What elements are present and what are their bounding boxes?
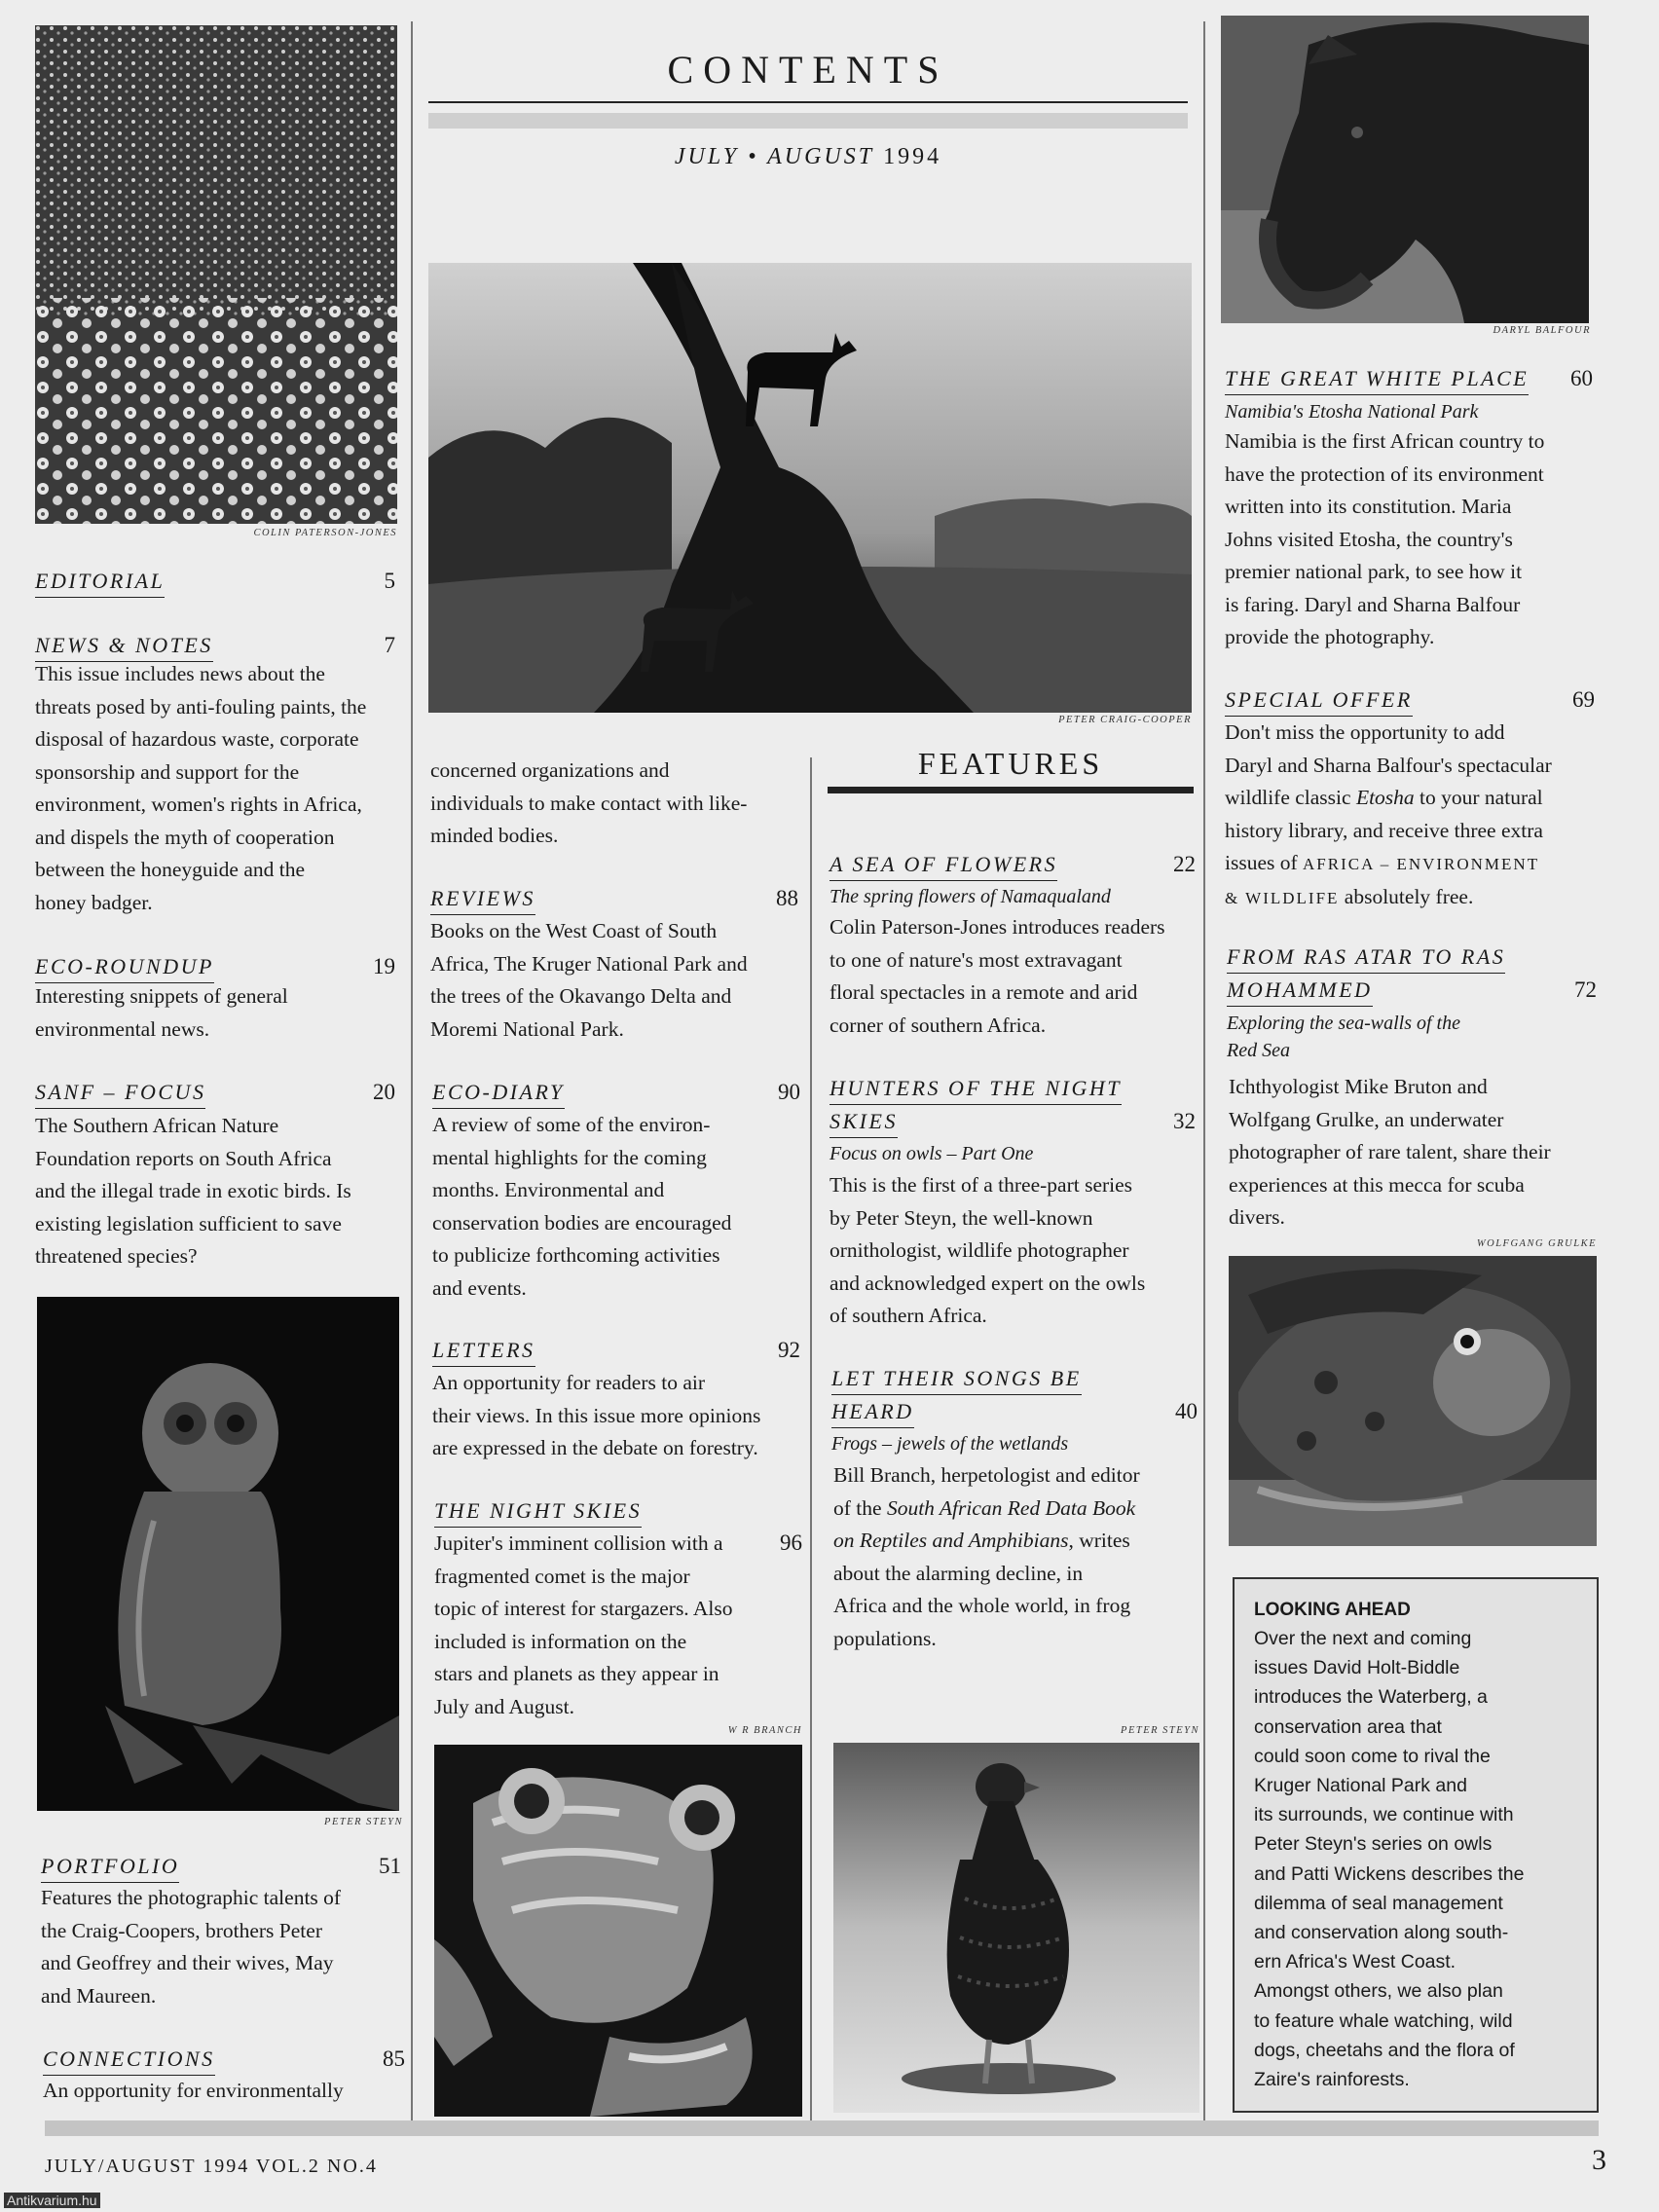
great-white-page: 60: [1570, 366, 1593, 390]
text-line: provide the photography.: [1225, 625, 1435, 648]
text-line: An opportunity for environmentally: [43, 2079, 344, 2102]
column-rule-right: [1203, 21, 1205, 2124]
text-line: and Maureen.: [41, 1983, 157, 2008]
connections-title[interactable]: CONNECTIONS: [43, 2045, 215, 2076]
text-line: Bill Branch, herpetologist and editor: [833, 1463, 1140, 1487]
text-line: to publicize forthcoming activities: [432, 1243, 720, 1267]
sanf-focus-text: [35, 1110, 405, 1273]
text-line: experiences at this mecca for scuba: [1229, 1172, 1525, 1197]
text-line: ornithologist, wildlife photographer: [830, 1238, 1129, 1262]
text-line: introduces the Waterberg, a: [1254, 1686, 1488, 1709]
text-line: floral spectacles in a remote and arid: [830, 980, 1138, 1004]
hunters-text: [830, 1169, 1203, 1333]
text-line: Wolfgang Grulke, an underwater: [1229, 1107, 1504, 1131]
text-line: and acknowledged expert on the owls: [830, 1271, 1146, 1295]
ras-atar-subtitle-line1: Exploring the sea-walls of the: [1227, 1013, 1460, 1034]
text-line: environment, women's rights in Africa,: [35, 793, 362, 816]
francolin-credit: PETER STEYN: [1121, 1725, 1199, 1736]
text-line: to feature whale watching, wild: [1254, 2009, 1513, 2032]
text-line: divers.: [1229, 1205, 1285, 1229]
text-span: issues of: [1225, 851, 1304, 874]
hunters-title-line1[interactable]: HUNTERS OF THE NIGHT: [830, 1074, 1122, 1105]
sea-of-flowers-page: 22: [1173, 852, 1196, 876]
text-line: dogs, cheetahs and the flora of: [1254, 2039, 1515, 2061]
text-line: Over the next and coming: [1254, 1628, 1472, 1649]
text-line: Africa, The Kruger National Park and: [430, 951, 748, 976]
text-line: history library, and receive three extra: [1225, 818, 1543, 842]
text-line: individuals to make contact with like-: [430, 791, 748, 815]
text-line: of southern Africa.: [830, 1304, 987, 1327]
songs-title-line2[interactable]: HEARD: [831, 1397, 914, 1428]
text-line: threatened species?: [35, 1244, 198, 1268]
text-line: about the alarming decline, in: [833, 1561, 1084, 1585]
eco-diary-page: 90: [778, 1080, 800, 1104]
owl-photo: [37, 1297, 399, 1811]
text-line: Interesting snippets of general: [35, 984, 288, 1008]
ras-atar-text: [1229, 1071, 1618, 1235]
issue-date: [428, 144, 1188, 170]
text-line: photographer of rare talent, share their: [1229, 1140, 1551, 1163]
connections-continued: [430, 755, 800, 853]
portfolio-page: 51: [379, 1854, 401, 1878]
features-heading: FEATURES: [917, 746, 1104, 781]
text-line: Ichthyologist Mike Bruton and: [1229, 1075, 1488, 1098]
news-notes-page: 7: [384, 633, 395, 657]
text-line: and dispels the myth of cooperation: [35, 825, 335, 849]
text-line: could soon come to rival the: [1254, 1745, 1491, 1767]
book-title: Etosha: [1355, 786, 1415, 809]
cheetah-credit: PETER CRAIG-COOPER: [1058, 715, 1192, 725]
text-line: between the honeyguide and the: [35, 858, 306, 881]
hunters-title-line2[interactable]: SKIES: [830, 1107, 898, 1138]
great-white-title[interactable]: THE GREAT WHITE PLACE: [1225, 364, 1529, 395]
text-line: sponsorship and support for the: [35, 759, 300, 784]
text-line: conservation bodies are encouraged: [432, 1210, 732, 1235]
text-span: to your natural: [1414, 786, 1543, 809]
issue-months: JULY • AUGUST: [674, 144, 875, 169]
text-line: included is information on the: [434, 1629, 687, 1653]
text-line: minded bodies.: [430, 824, 559, 847]
text-line: Kruger National Park and: [1254, 1775, 1467, 1797]
text-span: wildlife classic: [1225, 786, 1356, 809]
text-line: stars and planets as they appear in: [434, 1662, 719, 1685]
special-offer-page: 69: [1572, 687, 1595, 712]
text-line: written into its constitution. Maria: [1225, 495, 1512, 518]
text-line: and Patti Wickens describes the: [1254, 1862, 1525, 1885]
text-line: populations.: [833, 1626, 937, 1650]
songs-subtitle: Frogs – jewels of the wetlands: [831, 1433, 1069, 1455]
column-rule-mid: [810, 757, 812, 2124]
footer-band: [45, 2120, 1599, 2136]
text-line: This issue includes news about the: [35, 662, 325, 685]
reviews-title[interactable]: REVIEWS: [430, 884, 535, 915]
portfolio-text: [41, 1882, 411, 2012]
eco-roundup-title[interactable]: ECO-ROUNDUP: [35, 952, 214, 983]
text-line: July and August.: [434, 1694, 574, 1718]
book-title: on Reptiles and Amphibians: [833, 1529, 1069, 1552]
text-line: is faring. Daryl and Sharna Balfour: [1225, 592, 1521, 616]
watermark: Antikvarium.hu: [4, 2193, 100, 2208]
text-line: This is the first of a three-part series: [830, 1173, 1133, 1197]
text-line: Jupiter's imminent collision with a: [434, 1531, 723, 1555]
text-line: [1225, 881, 1614, 915]
text-line: environmental news.: [35, 1016, 210, 1041]
fish-photo: [1229, 1256, 1597, 1546]
text-line: disposal of hazardous waste, corporate: [35, 727, 359, 751]
sanf-focus-page: 20: [373, 1080, 395, 1104]
cheetah-photo: [428, 263, 1192, 713]
night-skies-page: 96: [780, 1530, 802, 1555]
looking-ahead-text: [1254, 1624, 1577, 2094]
text-line: existing legislation sufficient to save: [35, 1211, 342, 1235]
text-line: its surrounds, we continue with: [1254, 1804, 1514, 1826]
footer-issue: JULY/AUGUST 1994 VOL.2 NO.4: [45, 2156, 378, 2177]
text-line: concerned organizations and: [430, 758, 670, 782]
news-notes-text: [35, 658, 405, 919]
eco-diary-text: [432, 1109, 807, 1305]
features-rule: [828, 787, 1194, 793]
text-line: Amongst others, we also plan: [1254, 1980, 1503, 2003]
text-line: and events.: [432, 1275, 527, 1300]
portfolio-title[interactable]: PORTFOLIO: [41, 1852, 179, 1883]
text-line: conservation area that: [1254, 1715, 1442, 1738]
text-line: honey badger.: [35, 890, 153, 914]
title-band: [428, 113, 1188, 129]
text-span: of the: [833, 1495, 887, 1520]
night-skies-text: [434, 1528, 804, 1723]
text-line: Don't miss the opportunity to add: [1225, 720, 1505, 744]
great-white-text: [1225, 425, 1614, 654]
text-line: An opportunity for readers to air: [432, 1371, 706, 1394]
text-span: absolutely free.: [1339, 884, 1474, 908]
text-line: A review of some of the environ-: [432, 1113, 711, 1136]
news-notes-title[interactable]: NEWS & NOTES: [35, 631, 213, 662]
elephant-photo: [1221, 16, 1589, 323]
fish-credit: WOLFGANG GRULKE: [1476, 1238, 1597, 1249]
hunters-page: 32: [1173, 1109, 1196, 1133]
text-line: Africa and the whole world, in frog: [833, 1594, 1131, 1617]
text-line: threats posed by anti-fouling paints, the: [35, 694, 367, 719]
frog-photo: [434, 1745, 802, 2117]
text-line: Zaire's rainforests.: [1254, 2069, 1410, 2091]
text-line: months. Environmental and: [432, 1178, 665, 1201]
connections-page: 85: [383, 2046, 405, 2071]
text-line: by Peter Steyn, the well-known: [830, 1205, 1093, 1230]
ras-atar-title-line2[interactable]: MOHAMMED: [1227, 976, 1373, 1007]
letters-text: [432, 1367, 807, 1465]
text-line: and the illegal trade in exotic birds. Is: [35, 1179, 351, 1202]
page-title: CONTENTS: [667, 48, 949, 92]
column-rule-left: [411, 21, 413, 2124]
text-line: mental highlights for the coming: [432, 1145, 707, 1169]
looking-ahead-title: LOOKING AHEAD: [1254, 1600, 1411, 1620]
songs-title-line1[interactable]: LET THEIR SONGS BE: [831, 1364, 1082, 1395]
flowers-credit: COLIN PATERSON-JONES: [253, 528, 397, 538]
text-line: to one of nature's most extravagant: [830, 947, 1123, 972]
text-span: , writes: [1068, 1529, 1130, 1552]
songs-text: [833, 1459, 1203, 1655]
sea-of-flowers-subtitle: The spring flowers of Namaqualand: [830, 886, 1111, 907]
text-line: Features the photographic talents of: [41, 1886, 342, 1909]
text-line: corner of southern Africa.: [830, 1013, 1047, 1037]
text-line: Daryl and Sharna Balfour's spectacular: [1225, 753, 1552, 777]
flowers-photo: [35, 25, 397, 524]
text-line: the Craig-Coopers, brothers Peter: [41, 1918, 322, 1942]
text-line: have the protection of its environment: [1225, 461, 1544, 486]
text-line: [833, 1525, 1203, 1558]
text-line: Namibia is the first African country to: [1225, 429, 1545, 453]
editorial-title[interactable]: EDITORIAL: [35, 567, 165, 598]
ras-atar-subtitle-line2: Red Sea: [1227, 1040, 1290, 1061]
eco-roundup-page: 19: [373, 954, 395, 978]
magazine-name: AFRICA – ENVIRONMENT: [1303, 855, 1540, 873]
text-line: the trees of the Okavango Delta and: [430, 984, 732, 1008]
letters-title[interactable]: LETTERS: [432, 1336, 535, 1367]
text-line: and conservation along south-: [1254, 1922, 1509, 1944]
footer-page-number: 3: [1592, 2144, 1606, 2176]
text-line: Peter Steyn's series on owls: [1254, 1833, 1493, 1856]
text-line: and Geoffrey and their wives, May: [41, 1951, 334, 1974]
book-title: South African Red Data Book: [886, 1495, 1136, 1520]
owl-credit: PETER STEYN: [324, 1817, 403, 1827]
sea-of-flowers-text: [830, 911, 1203, 1042]
songs-page: 40: [1175, 1399, 1198, 1423]
text-line: ern Africa's West Coast.: [1254, 1951, 1456, 1973]
looking-ahead-box: [1233, 1577, 1599, 2113]
ras-atar-page: 72: [1574, 977, 1597, 1002]
reviews-text: [430, 915, 805, 1046]
connections-text: [43, 2075, 413, 2108]
text-line: The Southern African Nature: [35, 1114, 279, 1137]
text-line: [833, 1493, 1203, 1526]
title-rule: [428, 101, 1188, 103]
sanf-focus-title[interactable]: SANF – FOCUS: [35, 1078, 205, 1109]
text-line: their views. In this issue more opinions: [432, 1403, 761, 1427]
text-line: are expressed in the debate on forestry.: [432, 1436, 758, 1459]
text-line: issues David Holt-Biddle: [1254, 1657, 1460, 1679]
frog-credit: W R BRANCH: [727, 1725, 802, 1736]
magazine-name: & WILDLIFE: [1225, 888, 1340, 907]
text-line: fragmented comet is the major: [434, 1564, 690, 1588]
elephant-credit: DARYL BALFOUR: [1493, 325, 1591, 336]
editorial-page: 5: [384, 569, 395, 593]
text-line: premier national park, to see how it: [1225, 560, 1523, 583]
great-white-subtitle: Namibia's Etosha National Park: [1225, 401, 1479, 423]
special-offer-text: [1225, 717, 1614, 914]
eco-diary-title[interactable]: ECO-DIARY: [432, 1078, 565, 1109]
francolin-photo: [833, 1743, 1199, 2113]
eco-roundup-text: [35, 980, 405, 1046]
hunters-subtitle: Focus on owls – Part One: [830, 1143, 1034, 1164]
ras-atar-title-line1[interactable]: FROM RAS ATAR TO RAS: [1227, 942, 1505, 974]
text-line: Books on the West Coast of South: [430, 919, 718, 942]
text-line: Johns visited Etosha, the country's: [1225, 527, 1513, 551]
issue-year: 1994: [883, 144, 942, 169]
text-line: Colin Paterson-Jones introduces readers: [830, 915, 1165, 939]
reviews-page: 88: [776, 886, 798, 910]
text-line: topic of interest for stargazers. Also: [434, 1597, 733, 1620]
letters-page: 92: [778, 1338, 800, 1362]
sea-of-flowers-title[interactable]: A SEA OF FLOWERS: [830, 850, 1057, 881]
text-line: [1225, 847, 1614, 881]
special-offer-title[interactable]: SPECIAL OFFER: [1225, 685, 1413, 717]
text-line: dilemma of seal management: [1254, 1892, 1503, 1914]
text-line: [1225, 782, 1614, 815]
night-skies-title[interactable]: THE NIGHT SKIES: [434, 1496, 642, 1528]
text-line: Moremi National Park.: [430, 1016, 624, 1041]
text-line: Foundation reports on South Africa: [35, 1146, 332, 1170]
